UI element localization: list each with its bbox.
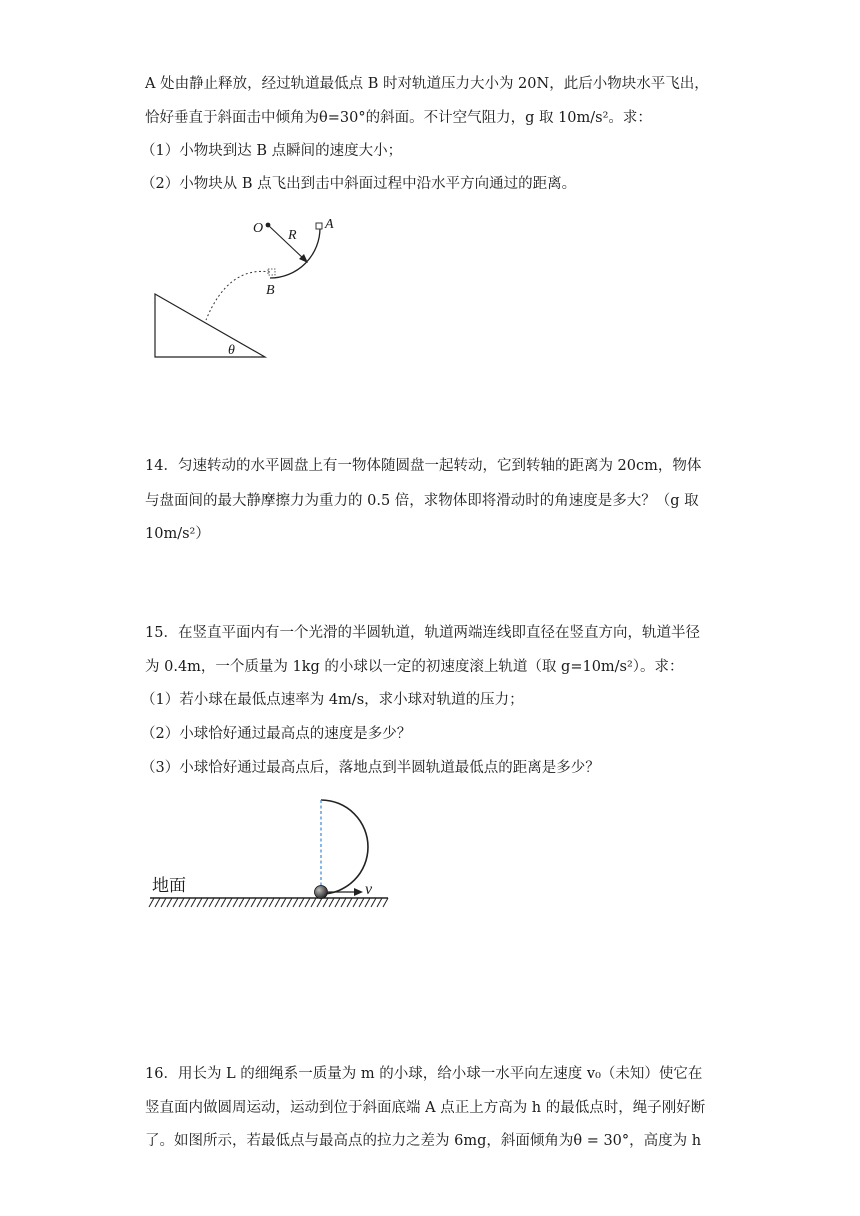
q13-figure bbox=[150, 210, 350, 365]
label-R: R bbox=[288, 228, 297, 243]
q15-subquestion-1: （1）若小球在最低点速率为 4m/s，求小球对轨道的压力； bbox=[141, 692, 524, 708]
q16-line-1: 16．用长为 L 的细绳系一质量为 m 的小球，给小球一水平向左速度 v₀（未知）使它在 bbox=[145, 1066, 703, 1082]
q16-line-2: 竖直面内做圆周运动，运动到位于斜面底端 A 点正上方高为 h 的最低点时，绳子刚好断 bbox=[145, 1100, 706, 1116]
q13-line-2: 恰好垂直于斜面击中倾角为θ=30°的斜面。不计空气阻力，g 取 10m/s²。求： bbox=[145, 110, 652, 126]
q14-line-1: 14．匀速转动的水平圆盘上有一物体随圆盘一起转动，它到转轴的距离为 20cm，物体 bbox=[145, 458, 702, 474]
q15-subquestion-2: （2）小球恰好通过最高点的速度是多少？ bbox=[141, 726, 412, 742]
q14-line-2: 与盘面间的最大静摩擦力为重力的 0.5 倍，求物体即将滑动时的角速度是多大？（g 取 bbox=[145, 493, 699, 509]
q13-subquestion-1: （1）小物块到达 B 点瞬间的速度大小； bbox=[141, 143, 403, 159]
ground-label: 地面 bbox=[152, 876, 186, 896]
q15-subquestion-3: （3）小球恰好通过最高点后，落地点到半圆轨道最低点的距离是多少？ bbox=[141, 760, 600, 776]
q13-line-1: A 处由静止释放，经过轨道最低点 B 时对轨道压力大小为 20N，此后小物块水平飞出， bbox=[145, 76, 709, 92]
ground-hatching bbox=[149, 898, 388, 907]
semicircle-track bbox=[321, 800, 368, 894]
q15-figure bbox=[148, 795, 393, 915]
trajectory-dotted-curve bbox=[206, 271, 270, 320]
velocity-arrowhead bbox=[354, 888, 363, 896]
incline-triangle bbox=[155, 294, 265, 357]
block-A bbox=[316, 223, 322, 229]
label-A: A bbox=[325, 217, 334, 232]
q13-subquestion-2: （2）小物块从 B 点飞出到击中斜面过程中沿水平方向通过的距离。 bbox=[141, 176, 577, 192]
velocity-label: v bbox=[365, 881, 373, 898]
ball bbox=[315, 886, 328, 899]
label-theta: θ bbox=[228, 343, 235, 358]
label-O: O bbox=[253, 221, 264, 236]
radius-arrow-line bbox=[268, 225, 305, 260]
label-B: B bbox=[266, 283, 275, 298]
q15-line-1: 15．在竖直平面内有一个光滑的半圆轨道，轨道两端连线即直径在竖直方向，轨道半径 bbox=[145, 625, 700, 641]
q16-line-3: 了。如图所示，若最低点与最高点的拉力之差为 6mg，斜面倾角为θ = 30°，高度为 h bbox=[145, 1133, 702, 1149]
q14-line-3: 10m/s²） bbox=[145, 526, 210, 542]
q15-line-2: 为 0.4m，一个质量为 1kg 的小球以一定的初速度滚上轨道（取 g=10m/s²）。求： bbox=[145, 659, 684, 675]
